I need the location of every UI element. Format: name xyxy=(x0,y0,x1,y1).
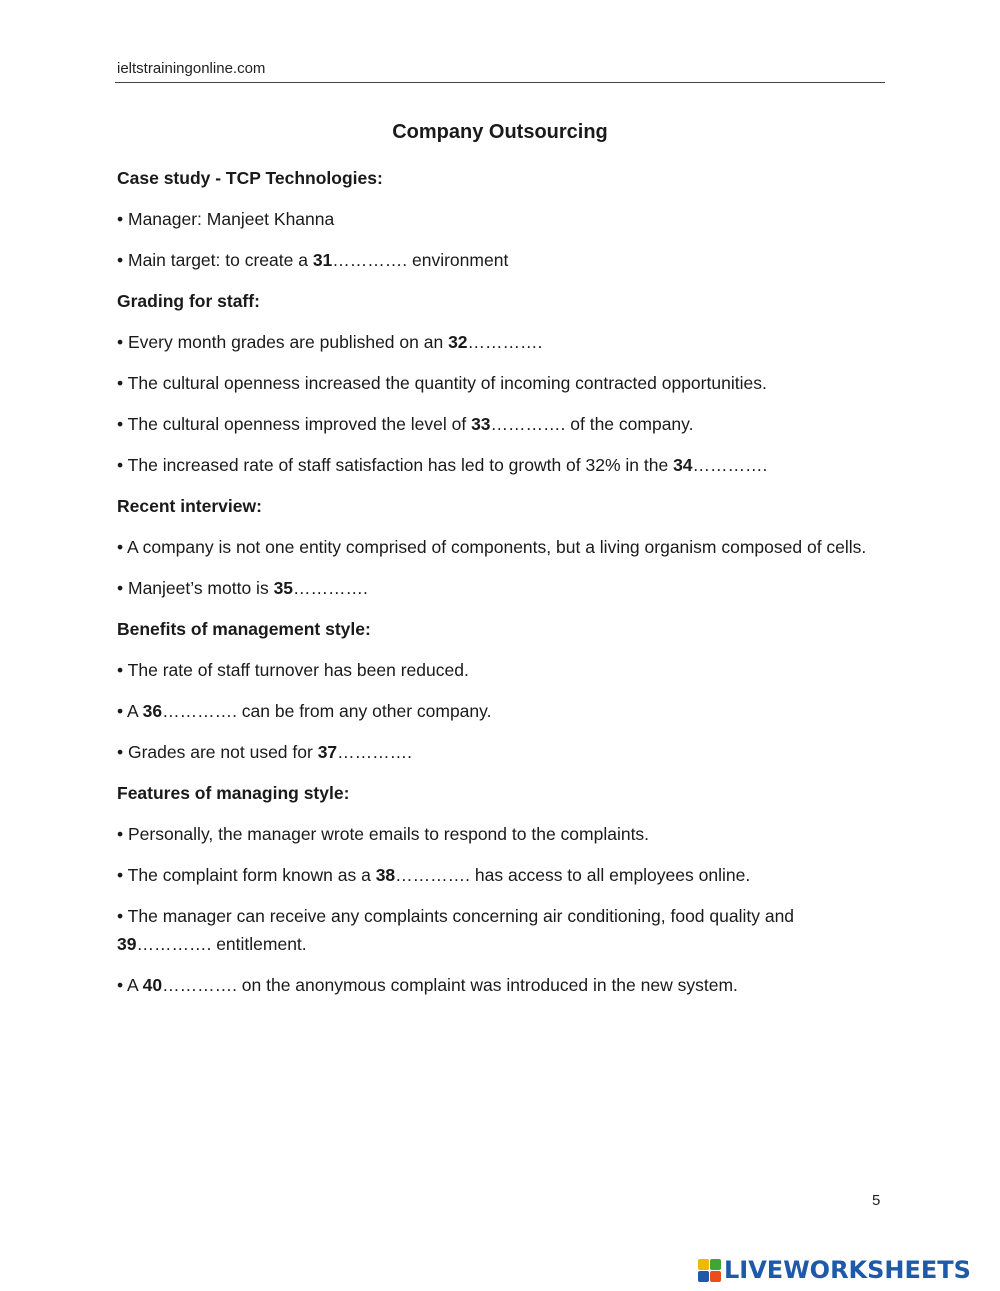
logo-tile xyxy=(698,1271,709,1282)
worksheet-body xyxy=(117,164,887,1012)
question-35: • Manjeet’s motto is 35…………. xyxy=(117,578,368,598)
logo-icon xyxy=(698,1259,721,1282)
question-number: 38 xyxy=(375,865,396,885)
logo-tile xyxy=(710,1271,721,1282)
answer-blank[interactable]: …………. environment xyxy=(332,250,509,270)
section-heading-features: Features of managing style: xyxy=(117,783,350,803)
logo-tile xyxy=(710,1259,721,1270)
answer-blank[interactable]: …………. xyxy=(467,332,543,352)
section-heading-case-study: Case study - TCP Technologies: xyxy=(117,168,383,188)
statement-emails: • Personally, the manager wrote emails to respond to the complaints. xyxy=(117,824,650,844)
question-36: • A 36…………. can be from any other company. xyxy=(117,701,492,721)
answer-blank[interactable]: …………. entitlement. xyxy=(136,934,307,954)
answer-blank[interactable]: …………. has access to all employees online. xyxy=(395,865,751,885)
question-number: 40 xyxy=(142,975,163,995)
page-number: 5 xyxy=(872,1192,881,1209)
question-33: • The cultural openness improved the level of 33…………. of the company. xyxy=(117,414,694,434)
answer-blank[interactable]: …………. of the company. xyxy=(490,414,694,434)
header-divider xyxy=(115,82,885,83)
question-38: • The complaint form known as a 38…………. has access to all employees online. xyxy=(117,865,751,885)
question-32: • Every month grades are published on an 32…………. xyxy=(117,332,543,352)
statement-turnover: • The rate of staff turnover has been reduced. xyxy=(117,660,469,680)
liveworksheets-logo[interactable] xyxy=(698,1255,971,1285)
question-number: 35 xyxy=(273,578,294,598)
answer-blank[interactable]: …………. on the anonymous complaint was introduced in the new system. xyxy=(162,975,738,995)
logo-tile xyxy=(698,1259,709,1270)
page-title: Company Outsourcing xyxy=(392,121,608,143)
question-40: • A 40…………. on the anonymous complaint was introduced in the new system. xyxy=(117,975,738,995)
manager-line: • Manager: Manjeet Khanna xyxy=(117,209,335,229)
statement-openness: • The cultural openness increased the quantity of incoming contracted opportunities. xyxy=(117,373,767,393)
question-31: • Main target: to create a 31…………. environment xyxy=(117,250,509,270)
question-number: 33 xyxy=(471,414,491,434)
answer-blank[interactable]: …………. xyxy=(293,578,368,598)
logo-wordmark: LIVEWORKSHEETS xyxy=(724,1256,971,1284)
statement-organism: • A company is not one entity comprised of components, but a living organism composed of cells. xyxy=(117,537,867,557)
question-number: 39 xyxy=(117,934,137,954)
section-heading-benefits: Benefits of management style: xyxy=(117,619,371,639)
section-heading-grading: Grading for staff: xyxy=(117,291,260,311)
question-34: • The increased rate of staff satisfaction has led to growth of 32% in the 34…………. xyxy=(117,455,768,475)
question-number: 34 xyxy=(673,455,693,475)
question-number: 36 xyxy=(142,701,163,721)
question-number: 32 xyxy=(448,332,468,352)
answer-blank[interactable]: …………. xyxy=(337,742,413,762)
answer-blank[interactable]: …………. xyxy=(692,455,768,475)
question-number: 31 xyxy=(312,250,333,270)
site-url: ieltstrainingonline.com xyxy=(117,60,266,77)
question-37: • Grades are not used for 37…………. xyxy=(117,742,413,762)
question-number: 37 xyxy=(317,742,338,762)
question-39: • The manager can receive any complaints concerning air conditioning, food quality and 39…………. entitlement. xyxy=(117,906,795,954)
answer-blank[interactable]: …………. can be from any other company. xyxy=(162,701,492,721)
section-heading-interview: Recent interview: xyxy=(117,496,262,516)
